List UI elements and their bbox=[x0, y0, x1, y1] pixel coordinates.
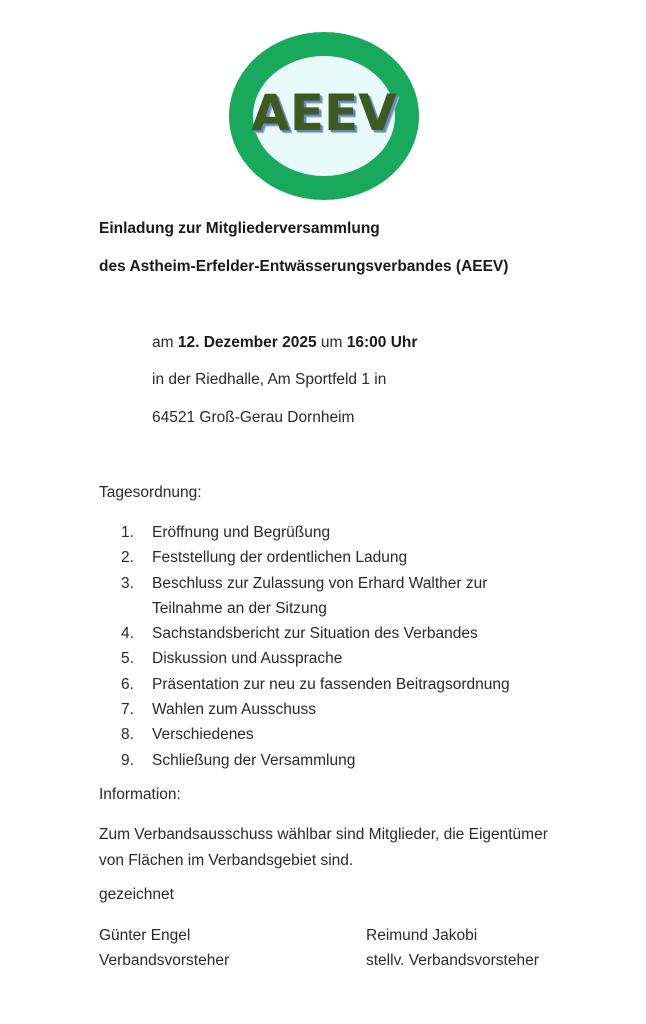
agenda-item-text: Diskussion und Aussprache bbox=[152, 650, 343, 668]
agenda-item-number: 1. bbox=[121, 524, 134, 541]
agenda-list bbox=[121, 520, 532, 773]
agenda-item bbox=[121, 722, 532, 747]
agenda-item bbox=[121, 646, 532, 671]
agenda-item bbox=[121, 672, 532, 697]
signatory-name: Günter Engel bbox=[99, 927, 191, 944]
agenda-item-number: 8. bbox=[121, 726, 134, 744]
agenda-item-number: 5. bbox=[121, 650, 134, 668]
agenda-item-text: Beschluss zur Zulassung von Erhard Walther zur Teilnahme an der Sitzung bbox=[152, 574, 488, 617]
agenda-item bbox=[121, 748, 532, 773]
signatory-role: Verbandsvorsteher bbox=[99, 952, 230, 969]
agenda-item-number: 4. bbox=[121, 625, 134, 643]
agenda-item bbox=[121, 571, 532, 622]
event-time: 16:00 Uhr bbox=[346, 334, 418, 351]
agenda-item-text: Eröffnung und Begrüßung bbox=[152, 524, 331, 541]
agenda-item-text: Feststellung der ordentlichen Ladung bbox=[152, 549, 408, 567]
agenda-item-number: 9. bbox=[121, 751, 134, 769]
agenda-item-number: 2. bbox=[121, 549, 134, 567]
agenda-item bbox=[121, 697, 532, 722]
agenda-item-text: Verschiedenes bbox=[152, 726, 254, 744]
event-date: 12. Dezember 2025 bbox=[177, 334, 317, 351]
agenda-item-text: Präsentation zur neu zu fassenden Beitragsordnung bbox=[152, 675, 510, 693]
event-location-line-1: in der Riedhalle, Am Sportfeld 1 in bbox=[152, 371, 387, 388]
signed-label: gezeichnet bbox=[99, 886, 174, 903]
date-prefix: am bbox=[152, 334, 174, 351]
agenda-label: Tagesordnung: bbox=[99, 484, 202, 501]
heading-line-1: Einladung zur Mitgliederversammlung bbox=[99, 220, 380, 237]
agenda-item-number: 7. bbox=[121, 701, 134, 719]
agenda-item-text: Schließung der Versammlung bbox=[152, 751, 356, 769]
information-label: Information: bbox=[99, 786, 181, 803]
signatory-name: Reimund Jakobi bbox=[366, 927, 478, 944]
agenda-item-number: 6. bbox=[121, 675, 134, 693]
agenda-item-text: Wahlen zum Ausschuss bbox=[152, 701, 316, 719]
aeev-logo bbox=[229, 32, 419, 200]
agenda-item bbox=[121, 545, 532, 570]
logo-text: AEEV bbox=[251, 84, 397, 142]
information-text: Zum Verbandsausschuss wählbar sind Mitglieder, die Eigentümer von Flächen im Verbandsgebiet sind. bbox=[99, 826, 548, 869]
agenda-item bbox=[121, 621, 532, 646]
heading-line-2: des Astheim-Erfelder-Entwässerungsverbandes (AEEV) bbox=[99, 258, 509, 275]
signatory-2 bbox=[366, 923, 539, 973]
signatory-role: stellv. Verbandsvorsteher bbox=[366, 952, 539, 969]
signatory-1 bbox=[99, 923, 229, 973]
event-location-line-2: 64521 Groß-Gerau Dornheim bbox=[152, 409, 355, 426]
agenda-item bbox=[121, 520, 532, 545]
time-prefix: um bbox=[320, 334, 343, 351]
event-datetime bbox=[152, 334, 417, 352]
agenda-item-text: Sachstandsbericht zur Situation des Verbandes bbox=[152, 625, 478, 643]
agenda-item-number: 3. bbox=[121, 574, 134, 592]
